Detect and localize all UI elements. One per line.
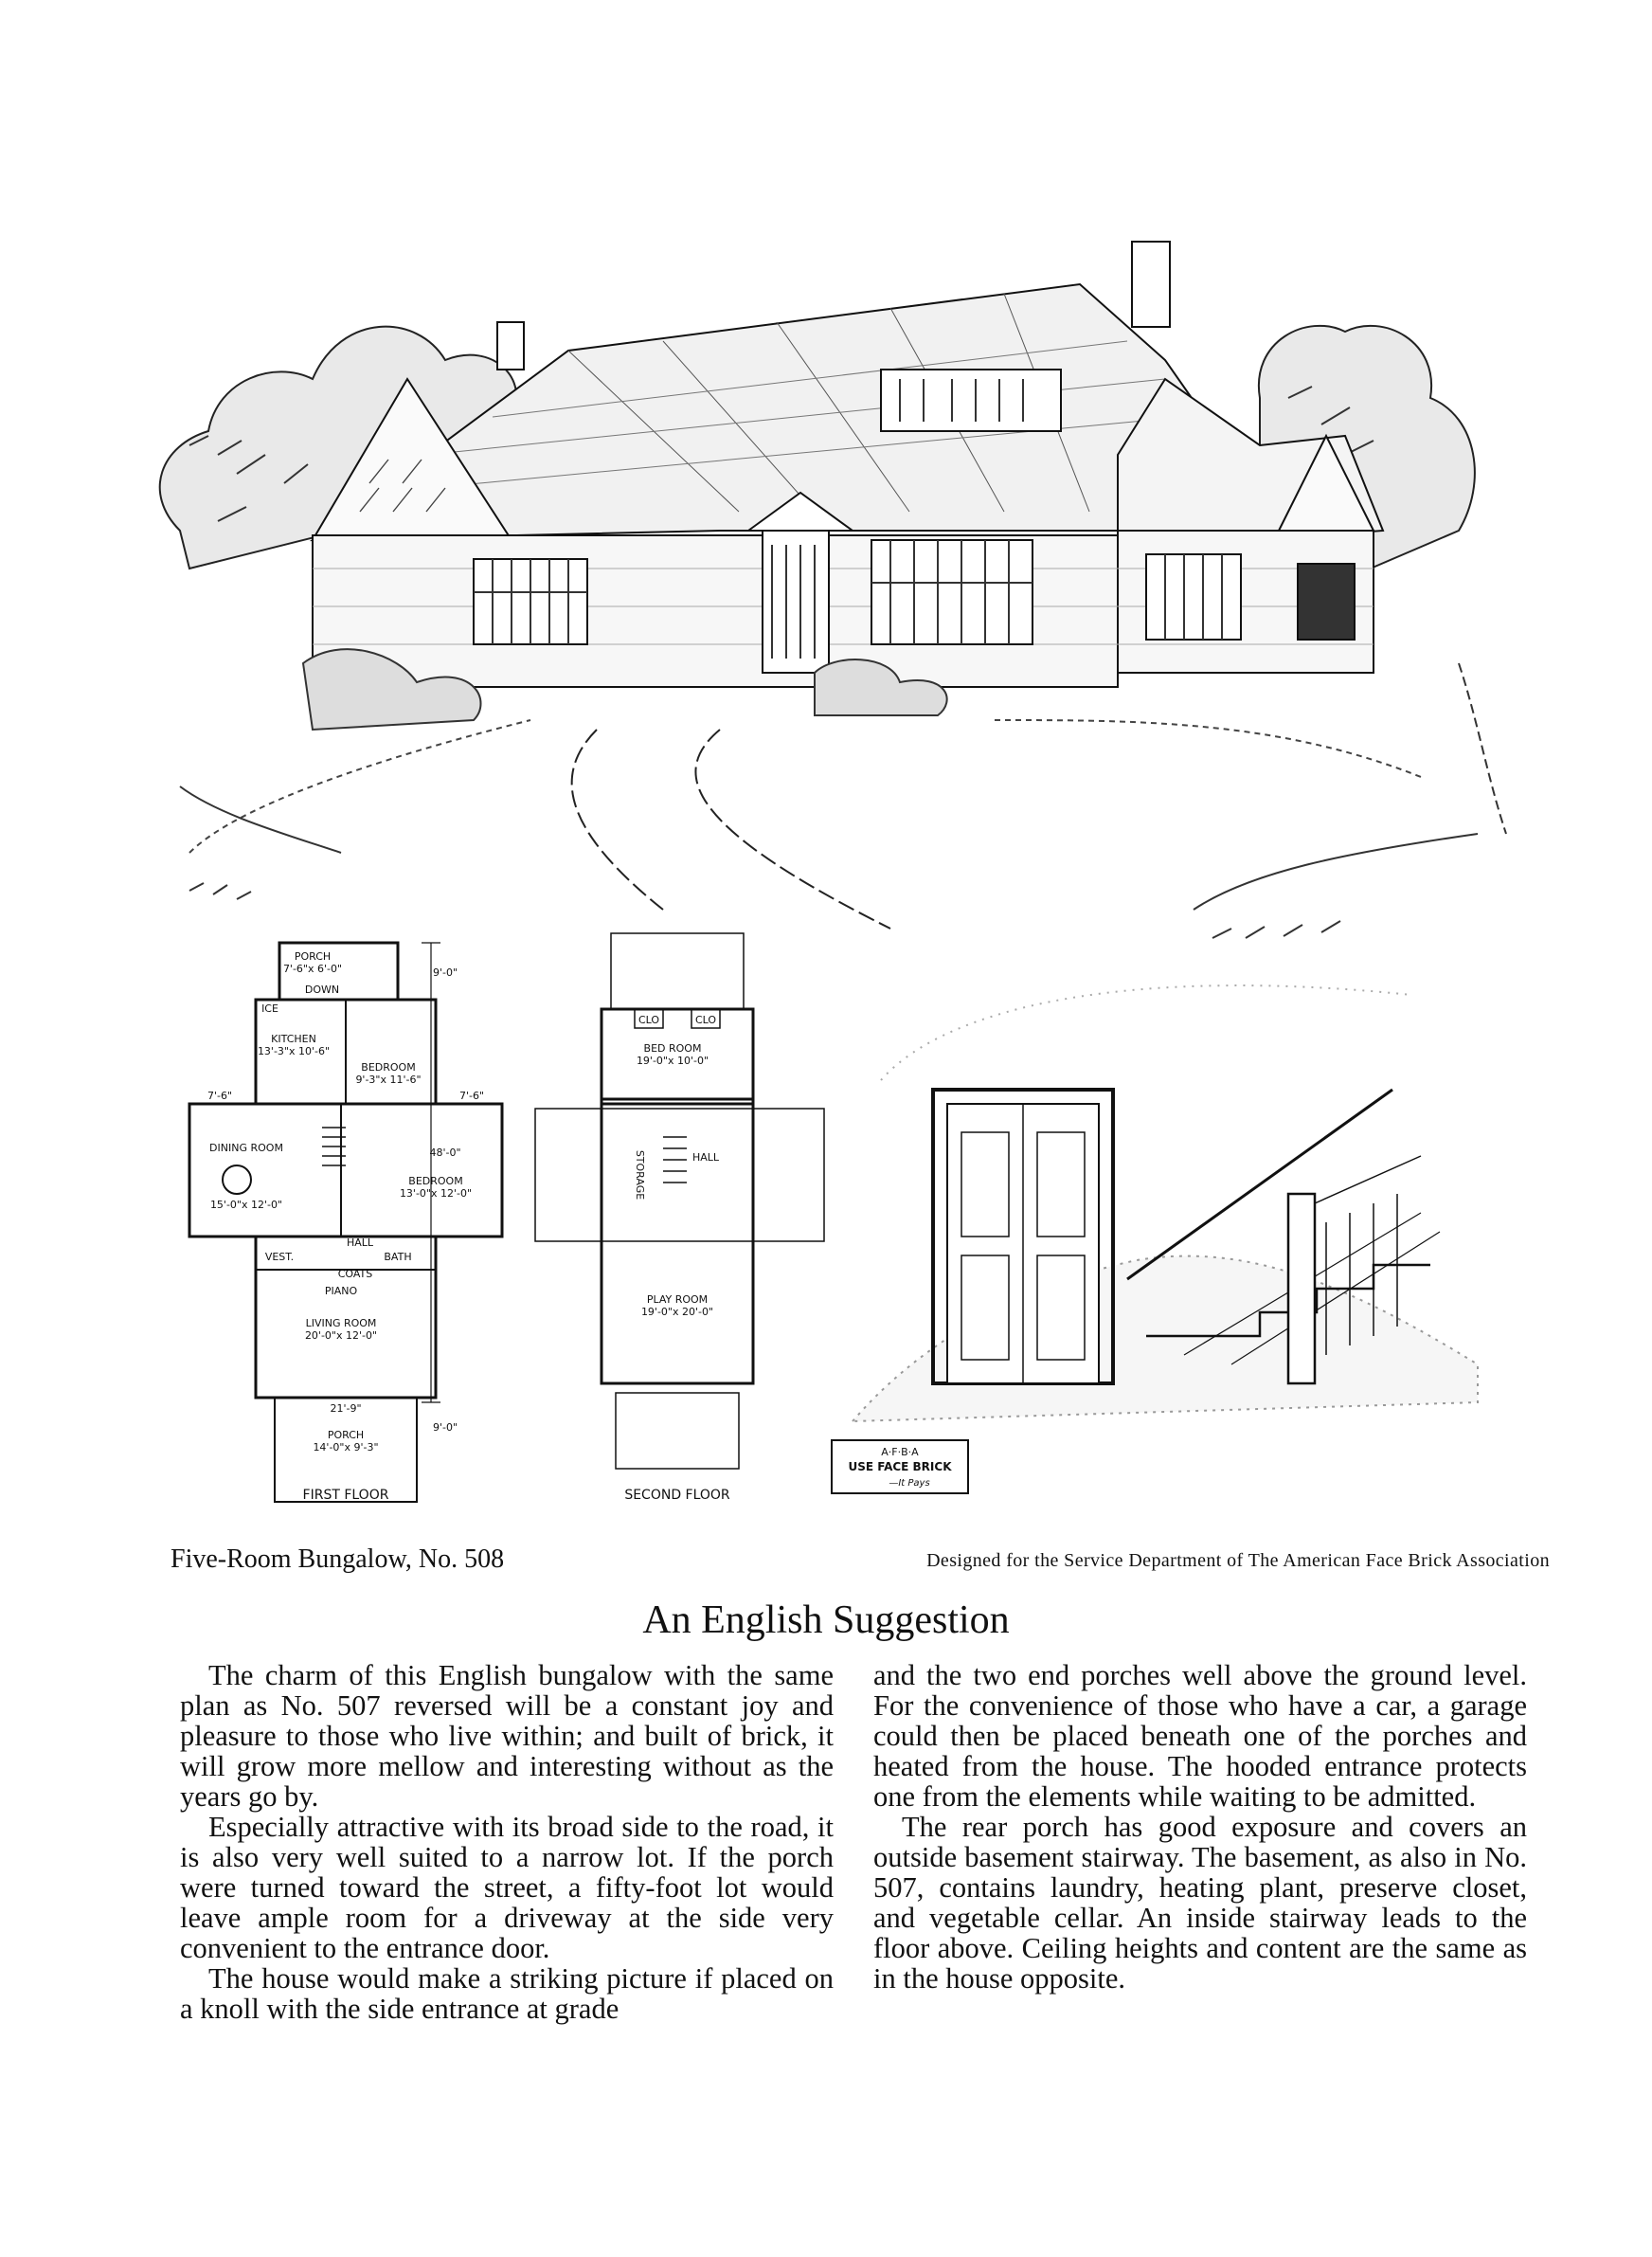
svg-text:KITCHEN: KITCHEN [271,1033,316,1045]
svg-text:7'-6": 7'-6" [458,1090,485,1102]
svg-text:HALL: HALL [346,1237,374,1249]
house-drawing [160,242,1506,938]
afba-badge [832,1440,968,1493]
second-floor-plan [535,933,824,1469]
svg-text:7'-6": 7'-6" [206,1090,233,1102]
svg-text:13'-3"x 10'-6": 13'-3"x 10'-6" [257,1045,331,1057]
svg-text:DINING ROOM: DINING ROOM [209,1142,283,1154]
svg-text:STORAGE: STORAGE [634,1149,646,1201]
svg-text:CLO: CLO [694,1014,717,1026]
svg-text:21'-9": 21'-9" [330,1402,362,1415]
svg-text:ICE: ICE [261,1002,278,1015]
svg-text:USE FACE BRICK: USE FACE BRICK [848,1460,952,1473]
paragraph: and the two end porches well above the ground level. For the convenience of those who have a car, a garage could then be placed beneath one of the porches and heated from the house. The hooded entrance protects one from the elements while waiting to be admitted. [873,1659,1527,1813]
caption-left: Five-Room Bungalow, No. 508 [171,1544,505,1574]
paragraph: Especially attractive with its broad side to the road, it is also very well suited to a narrow lot. If the porch were turned toward the street, a fifty-foot lot would leave ample room for a driveway at the side very convenient to the entrance door. [180,1811,834,1964]
svg-text:A·F·B·A: A·F·B·A [881,1446,919,1458]
svg-text:BEDROOM: BEDROOM [408,1175,463,1187]
first-floor-plan [189,943,502,1502]
svg-text:7'-6"x 6'-0": 7'-6"x 6'-0" [282,963,343,975]
svg-text:13'-0"x 12'-0": 13'-0"x 12'-0" [399,1187,473,1200]
article-title: An English Suggestion [642,1598,1010,1642]
article-column-left [180,1660,834,2024]
svg-text:19'-0"x 10'-0": 19'-0"x 10'-0" [636,1055,709,1067]
paragraph: The charm of this English bungalow with the same plan as No. 507 reversed will be a constant joy and pleasure to those who live within; and built of brick, it will grow more mellow and interesting without as the years go by. [180,1659,834,1813]
svg-text:FIRST FLOOR: FIRST FLOOR [302,1488,389,1503]
svg-text:9'-3"x 11'-6": 9'-3"x 11'-6" [355,1074,422,1086]
svg-text:48'-0": 48'-0" [429,1147,461,1159]
svg-text:PORCH: PORCH [327,1429,365,1441]
svg-text:COATS: COATS [337,1268,373,1280]
paragraph: The house would make a striking picture if placed on a knoll with the side entrance at grade [180,1962,834,2025]
svg-text:PLAY ROOM: PLAY ROOM [646,1293,709,1306]
svg-text:PORCH: PORCH [294,950,332,963]
svg-text:CLO: CLO [637,1014,660,1026]
svg-text:HALL: HALL [691,1151,720,1164]
svg-text:VEST.: VEST. [264,1251,295,1263]
svg-text:15'-0"x 12'-0": 15'-0"x 12'-0" [209,1199,283,1211]
svg-text:DOWN: DOWN [304,984,340,996]
svg-text:BED ROOM: BED ROOM [643,1042,702,1055]
svg-text:LIVING ROOM: LIVING ROOM [305,1317,377,1329]
svg-text:—It Pays: —It Pays [889,1478,930,1489]
paragraph: The rear porch has good exposure and covers an outside basement stairway. The basement, as also in No. 507, contains laundry, heating plant, preserve closet, and vegetable cellar. An inside stairway leads to the floor above. Ceiling heights and content are the same as in the house opposite. [873,1811,1527,1995]
svg-text:9'-0": 9'-0" [432,1421,458,1434]
svg-text:BATH: BATH [384,1251,412,1263]
interior-sketch [853,985,1478,1421]
article-column-right [873,1660,1527,1994]
svg-text:14'-0"x 9'-3": 14'-0"x 9'-3" [313,1441,379,1454]
svg-text:19'-0"x 20'-0": 19'-0"x 20'-0" [640,1306,714,1318]
caption-right: Designed for the Service Department of The American Face Brick Association [926,1550,1550,1571]
svg-text:PIANO: PIANO [324,1285,358,1297]
svg-text:9'-0": 9'-0" [432,966,458,979]
svg-text:BEDROOM: BEDROOM [361,1061,416,1074]
svg-text:20'-0"x 12'-0": 20'-0"x 12'-0" [304,1329,378,1342]
second-floor-labels [624,1014,730,1503]
svg-text:SECOND FLOOR: SECOND FLOOR [624,1488,730,1503]
